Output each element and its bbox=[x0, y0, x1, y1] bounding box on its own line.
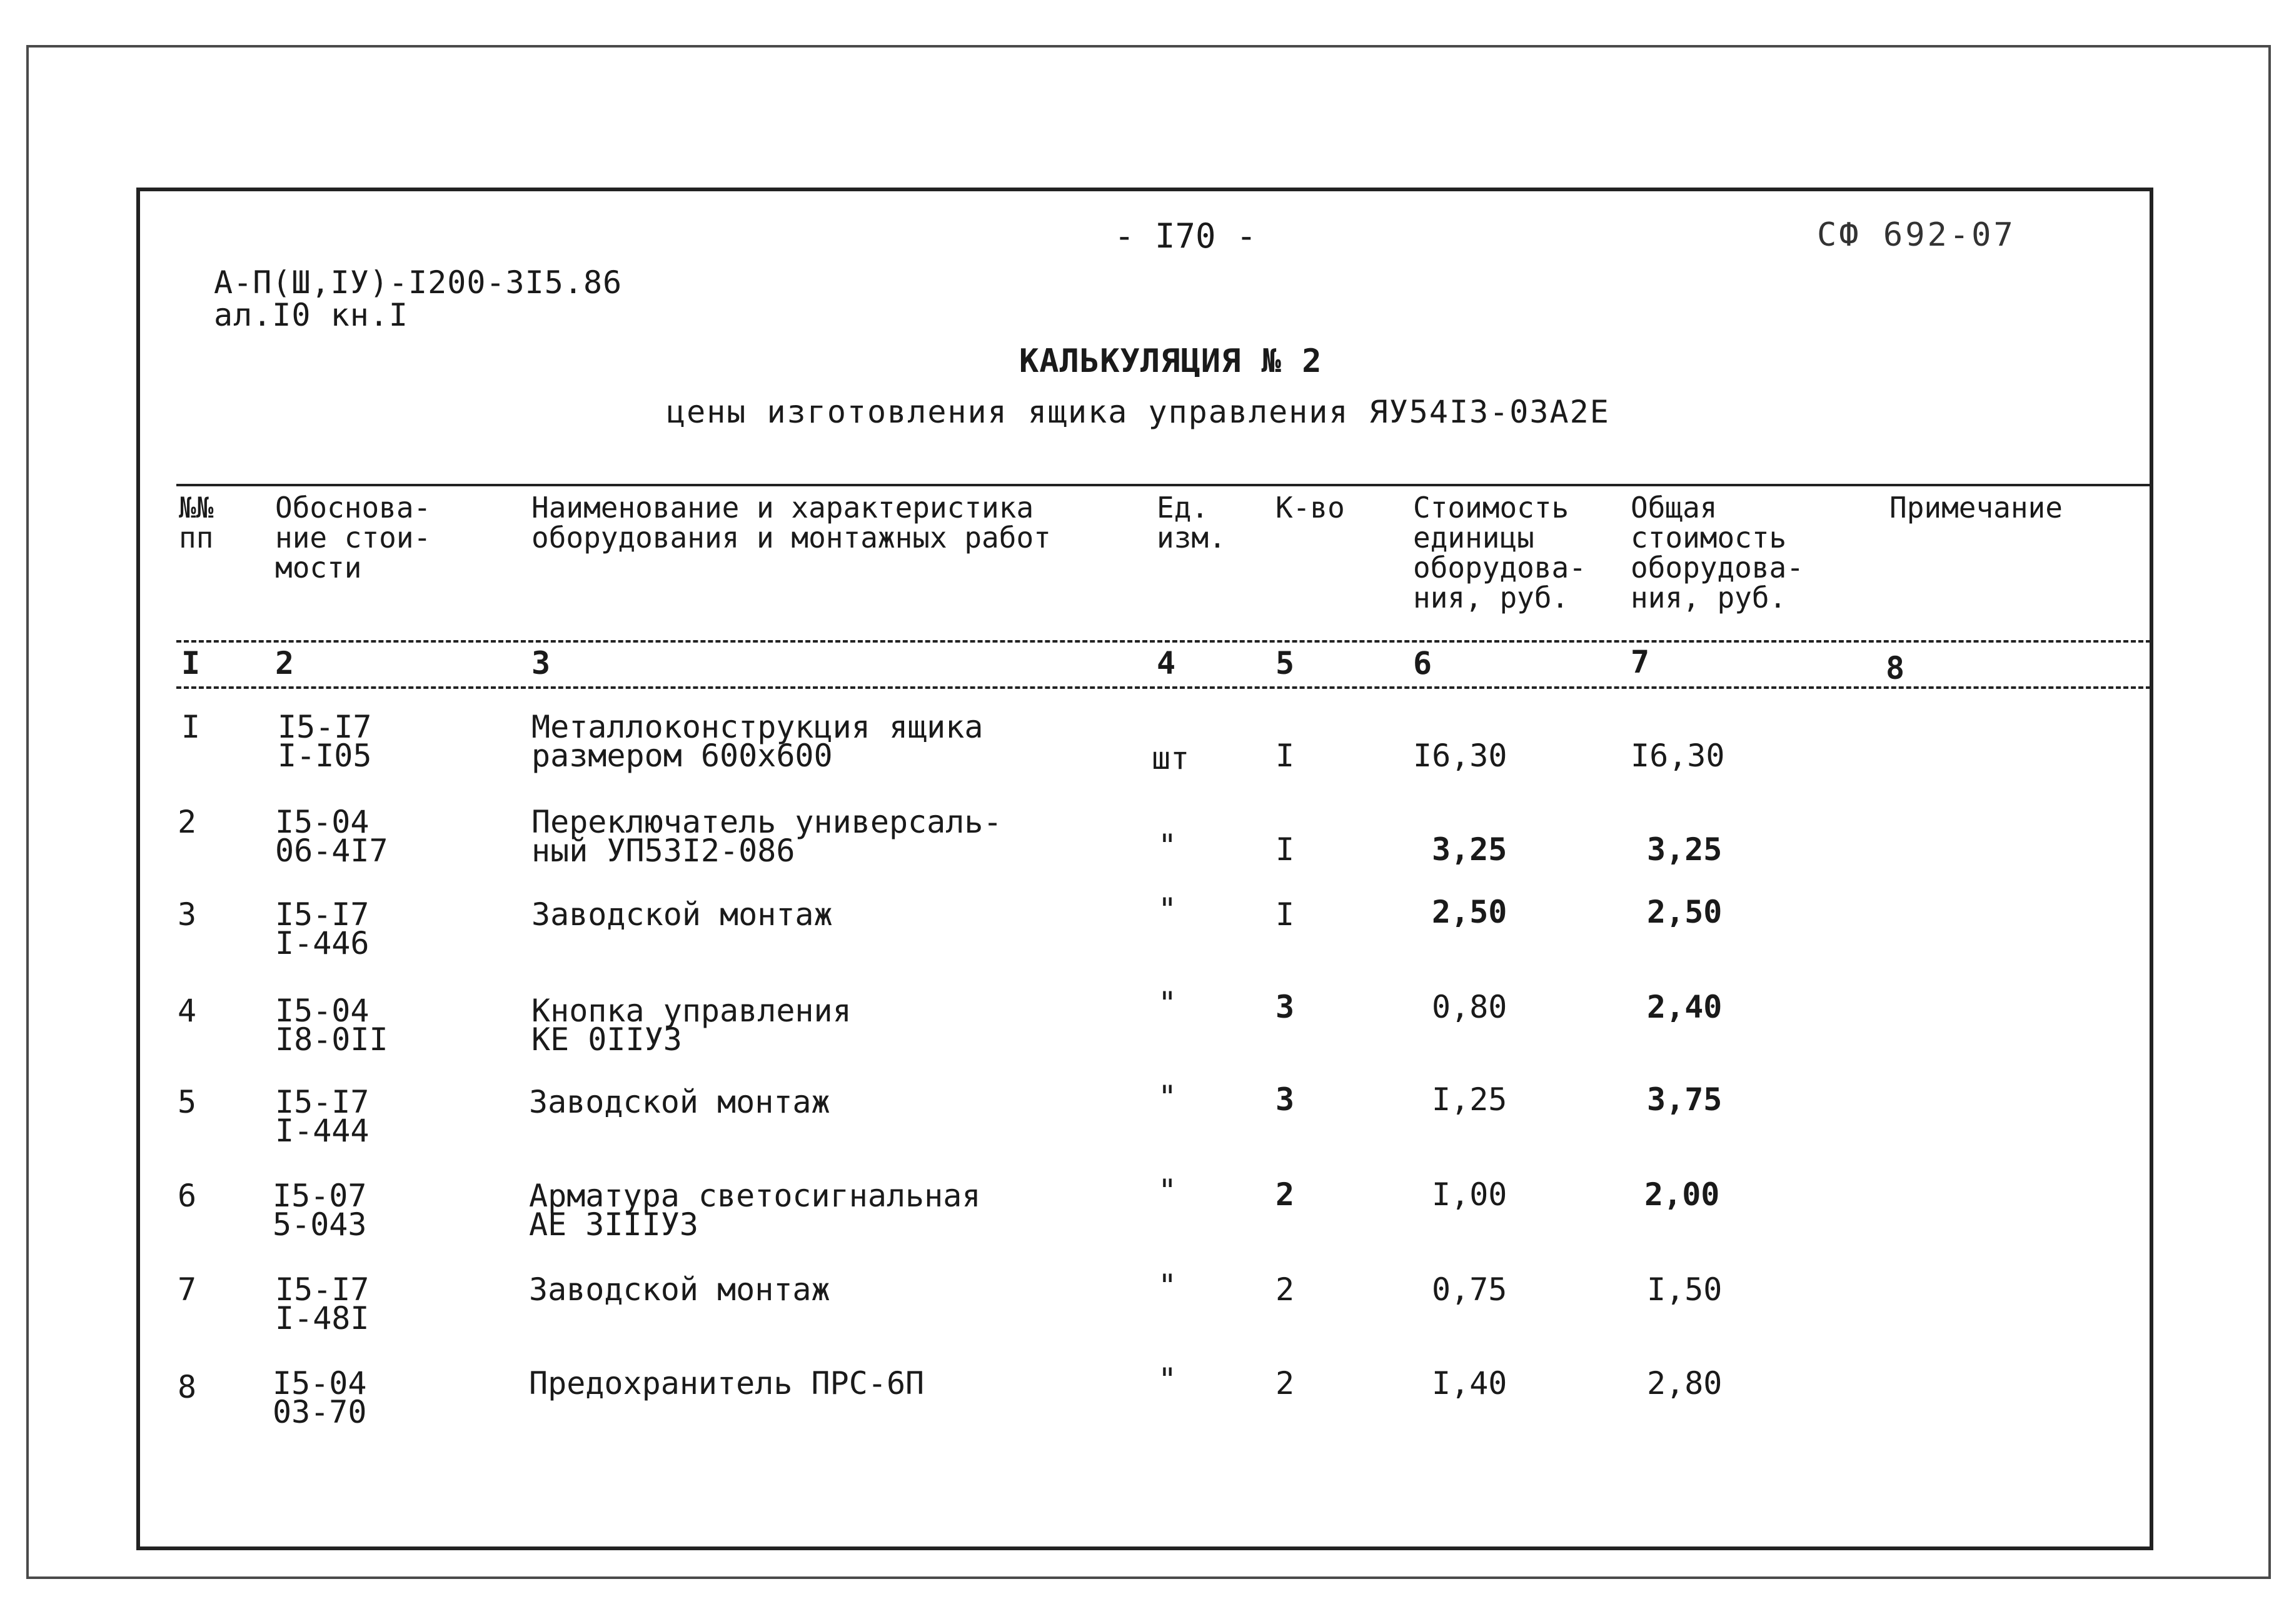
column-number-3: 3 bbox=[531, 645, 551, 681]
row-6-name: Арматура светосигнальная АЕ 3IIIУ3 bbox=[529, 1178, 981, 1243]
row-2-number: 2 bbox=[178, 804, 197, 840]
row-7-basis: I5-I7 I-48I bbox=[275, 1271, 370, 1336]
row-8-basis: I5-04 03-70 bbox=[273, 1365, 367, 1430]
row-8-quantity: 2 bbox=[1275, 1365, 1295, 1401]
row-3-unit-cost: 2,50 bbox=[1432, 894, 1507, 930]
row-2-total-cost: 3,25 bbox=[1647, 831, 1723, 868]
column-header-unit: Ед. изм. bbox=[1157, 491, 1226, 554]
row-3-name: Заводской монтаж bbox=[531, 896, 833, 933]
row-2-basis: I5-04 06-4I7 bbox=[275, 804, 388, 869]
row-5-quantity: 3 bbox=[1275, 1081, 1295, 1118]
row-1-unit-cost: I6,30 bbox=[1413, 738, 1507, 774]
column-number-4: 4 bbox=[1157, 645, 1176, 681]
row-6-total-cost: 2,00 bbox=[1644, 1176, 1720, 1213]
row-3-quantity: I bbox=[1275, 896, 1295, 933]
document-subtitle: цены изготовления ящика управления ЯУ54I3-03А2Е bbox=[667, 394, 1610, 430]
row-5-unit: " bbox=[1158, 1079, 1177, 1115]
column-header-quantity: К-во bbox=[1275, 491, 1345, 524]
column-number-2: 2 bbox=[275, 645, 294, 681]
column-number-5: 5 bbox=[1275, 645, 1295, 681]
column-header-total-cost: Общая стоимость оборудова- ния, руб. bbox=[1631, 491, 1804, 614]
row-4-name: Кнопка управления КЕ 0IIУ3 bbox=[531, 993, 852, 1058]
row-1-name: Металлоконструкция ящика размером 600х600 bbox=[531, 709, 984, 774]
document-volume: ал.I0 кн.I bbox=[214, 297, 409, 333]
row-6-unit-cost: I,00 bbox=[1432, 1176, 1507, 1213]
document-frame bbox=[136, 188, 2153, 1550]
column-header-note: Примечание bbox=[1889, 491, 2063, 524]
column-number-8: 8 bbox=[1886, 650, 1905, 686]
row-7-number: 7 bbox=[178, 1271, 197, 1308]
row-8-name: Предохранитель ПРС-6П bbox=[529, 1365, 925, 1401]
row-5-number: 5 bbox=[178, 1084, 197, 1120]
row-8-unit-cost: I,40 bbox=[1432, 1365, 1507, 1401]
row-8-total-cost: 2,80 bbox=[1647, 1365, 1723, 1401]
row-5-unit-cost: I,25 bbox=[1432, 1081, 1507, 1118]
row-2-unit: " bbox=[1158, 828, 1177, 864]
row-1-number: I bbox=[181, 709, 201, 745]
document-title: КАЛЬКУЛЯЦИЯ № 2 bbox=[1019, 343, 1322, 380]
row-1-basis: I5-I7 I-I05 bbox=[278, 709, 372, 774]
header-bottom-rule bbox=[176, 640, 2151, 643]
row-4-number: 4 bbox=[178, 993, 197, 1029]
row-4-quantity: 3 bbox=[1275, 989, 1295, 1025]
row-3-unit: " bbox=[1158, 891, 1177, 928]
row-4-unit: " bbox=[1158, 985, 1177, 1021]
column-header-name: Наименование и характеристика оборудования и монтажных работ bbox=[531, 491, 1051, 554]
row-5-total-cost: 3,75 bbox=[1647, 1081, 1723, 1118]
row-1-quantity: I bbox=[1275, 738, 1295, 774]
row-2-quantity: I bbox=[1275, 831, 1295, 868]
row-1-unit: шт bbox=[1152, 740, 1190, 776]
column-number-6: 6 bbox=[1413, 645, 1432, 681]
row-6-number: 6 bbox=[178, 1178, 197, 1214]
row-3-total-cost: 2,50 bbox=[1647, 894, 1723, 930]
row-8-unit: " bbox=[1158, 1361, 1177, 1398]
row-7-quantity: 2 bbox=[1275, 1271, 1295, 1308]
row-4-unit-cost: 0,80 bbox=[1432, 989, 1507, 1025]
row-1-total-cost: I6,30 bbox=[1631, 738, 1725, 774]
column-number-1: I bbox=[181, 645, 201, 681]
row-7-name: Заводской монтаж bbox=[529, 1271, 830, 1308]
row-6-unit: " bbox=[1158, 1173, 1177, 1209]
row-7-unit-cost: 0,75 bbox=[1432, 1271, 1507, 1308]
sheet-code: СФ 692-07 bbox=[1817, 216, 2016, 254]
row-6-quantity: 2 bbox=[1275, 1176, 1295, 1213]
column-header-number: №№ пп bbox=[179, 491, 214, 554]
row-7-unit: " bbox=[1158, 1268, 1177, 1304]
row-2-unit-cost: 3,25 bbox=[1432, 831, 1507, 868]
row-7-total-cost: I,50 bbox=[1647, 1271, 1723, 1308]
row-4-total-cost: 2,40 bbox=[1647, 989, 1723, 1025]
row-2-name: Переключатель универсаль- ный УП53I2-086 bbox=[531, 804, 1002, 869]
row-8-number: 8 bbox=[178, 1369, 197, 1405]
row-3-basis: I5-I7 I-446 bbox=[275, 896, 370, 961]
row-3-number: 3 bbox=[178, 896, 197, 933]
row-5-name: Заводской монтаж bbox=[529, 1084, 830, 1120]
row-4-basis: I5-04 I8-0II bbox=[275, 993, 388, 1058]
row-5-basis: I5-I7 I-444 bbox=[275, 1084, 370, 1149]
column-header-basis: Обоснова- ние стои- мости bbox=[275, 491, 431, 584]
table-top-rule bbox=[176, 484, 2151, 486]
column-number-7: 7 bbox=[1631, 644, 1650, 680]
page-number: - I70 - bbox=[1114, 216, 1257, 256]
row-6-basis: I5-07 5-043 bbox=[273, 1178, 367, 1243]
document-code: А-П(Ш,IУ)-I200-3I5.86 bbox=[214, 264, 623, 301]
column-header-unit-cost: Стоимость единицы оборудова- ния, руб. bbox=[1413, 491, 1586, 614]
column-number-rule bbox=[176, 686, 2151, 689]
